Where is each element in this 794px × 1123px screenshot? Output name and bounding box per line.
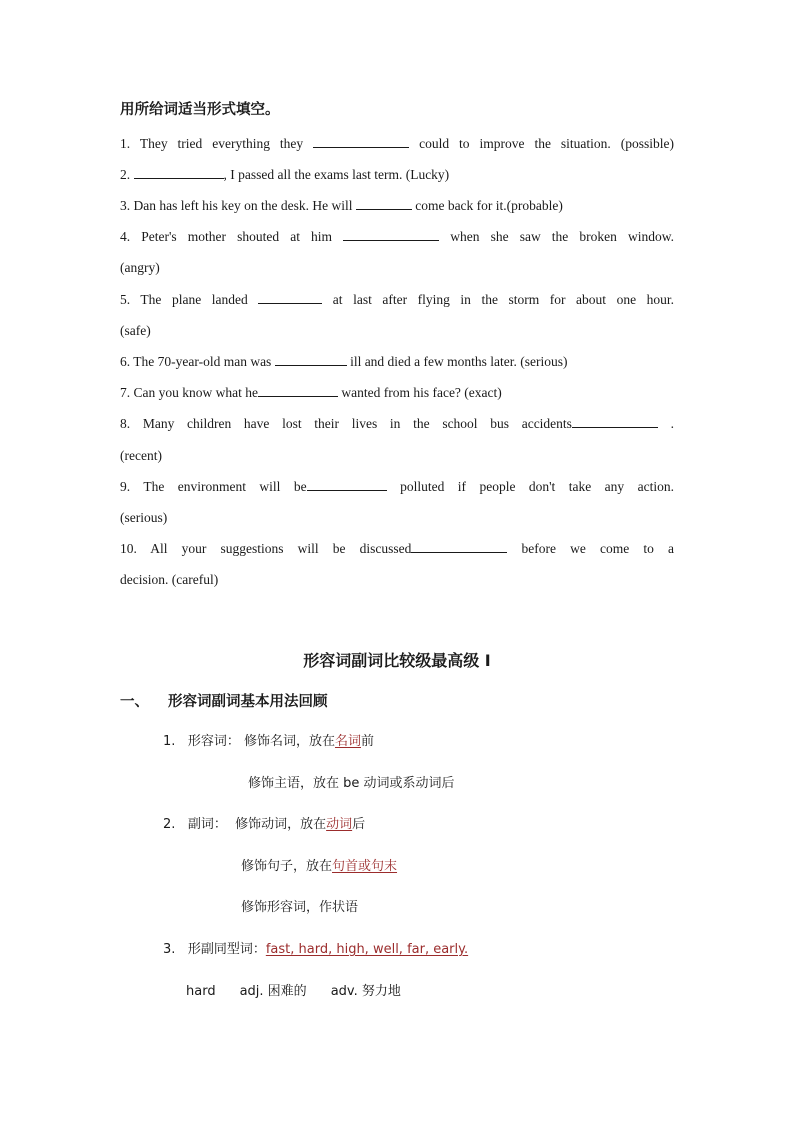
outline-item-2 — [163, 815, 365, 835]
question-6-text-end: ill and died a few months later. (serious) — [346, 354, 568, 369]
question-8-continued: (recent) — [120, 448, 162, 463]
answer-blank-9[interactable] — [307, 477, 387, 491]
item-3-label: 形副同型词： — [187, 942, 266, 957]
answer-blank-10[interactable] — [411, 539, 507, 553]
item-3-number: 3. — [163, 942, 176, 957]
answer-blank-1[interactable] — [313, 134, 409, 148]
example-line — [186, 982, 401, 1002]
question-10 — [120, 539, 674, 559]
item-2-rule-b — [241, 857, 397, 877]
item-2-highlight-b: 句首或句末 — [332, 859, 398, 874]
example-adj: adj. 困难的 — [239, 984, 307, 999]
section-number: 一、 — [120, 694, 149, 710]
question-10-continued: decision. (careful) — [120, 572, 219, 587]
question-8 — [120, 414, 674, 434]
outline-item-3 — [163, 940, 468, 960]
question-8-text: 8. Many children have lost their lives in the school bus accidents — [120, 416, 572, 431]
question-4-text: 4. Peter's mother shouted at him — [120, 229, 344, 244]
item-1-highlight: 名词 — [334, 734, 361, 749]
question-7-text-end: wanted from his face? (exact) — [337, 385, 502, 400]
question-10-text-end: before we come to a — [507, 541, 674, 556]
section-heading — [120, 690, 328, 711]
item-1-rule-a: 修饰名词，放在 — [243, 734, 335, 749]
question-10-text: 10. All your suggestions will be discussed — [120, 541, 412, 556]
question-3-text: 3. Dan has left his key on the desk. He will — [120, 198, 356, 213]
question-2-text: 2. — [120, 167, 134, 182]
outline-item-1 — [163, 732, 374, 752]
item-1-label: 形容词： — [187, 734, 240, 749]
question-5 — [120, 290, 674, 310]
item-2-rule-b-text: 修饰句子，放在 — [241, 859, 333, 874]
question-4-text-end: when she saw the broken window. — [439, 229, 674, 244]
question-6-text: 6. The 70-year-old man was — [120, 354, 275, 369]
question-2-text-end: , I passed all the exams last term. (Lucky) — [223, 167, 450, 182]
question-1-text: 1. They tried everything they — [120, 136, 314, 151]
question-2 — [120, 165, 674, 185]
section-title: 形容词副词基本用法回顾 — [168, 694, 328, 710]
question-4 — [120, 227, 674, 247]
answer-blank-2[interactable] — [134, 165, 224, 179]
question-5-text: 5. The plane landed — [120, 292, 259, 307]
item-3-words: fast, hard, high, well, far, early. — [265, 942, 469, 957]
lesson-title: 形容词副词比较级最高级 Ⅰ — [303, 651, 491, 670]
question-5-text-end: at last after flying in the storm for about one hour. — [322, 292, 674, 307]
item-2-label: 副词： — [187, 817, 227, 832]
example-word: hard — [186, 984, 216, 999]
answer-blank-8[interactable] — [572, 414, 658, 428]
question-5-continued: (safe) — [120, 323, 151, 338]
example-adv: adv. 努力地 — [330, 984, 401, 999]
question-9-text-end: polluted if people don't take any action. — [386, 479, 674, 494]
answer-blank-3[interactable] — [356, 196, 412, 210]
question-6 — [120, 352, 674, 372]
question-9 — [120, 477, 674, 497]
exercise-instruction: 用所给词适当形式填空。 — [120, 102, 280, 118]
answer-blank-5[interactable] — [258, 290, 322, 304]
question-7-text: 7. Can you know what he — [120, 385, 258, 400]
item-2-rule-c: 修饰形容词，作状语 — [241, 900, 359, 915]
question-9-text: 9. The environment will be — [120, 479, 307, 494]
answer-blank-6[interactable] — [275, 352, 347, 366]
question-3 — [120, 196, 674, 216]
item-1-number: 1. — [163, 734, 176, 749]
item-2-highlight-a: 动词 — [326, 817, 353, 832]
question-8-text-end: . — [657, 416, 675, 431]
answer-blank-4[interactable] — [343, 227, 439, 241]
question-1 — [120, 134, 674, 154]
item-1-rule-a-end: 前 — [361, 734, 375, 749]
item-1-rule-b: 修饰主语，放在 be 动词或系动词后 — [248, 776, 455, 791]
item-2-number: 2. — [163, 817, 176, 832]
question-4-continued: (angry) — [120, 260, 160, 275]
answer-blank-7[interactable] — [258, 383, 338, 397]
item-2-rule-a: 修饰动词，放在 — [235, 817, 327, 832]
question-7 — [120, 383, 674, 403]
item-2-rule-a-end: 后 — [352, 817, 366, 832]
question-9-continued: (serious) — [120, 510, 168, 525]
question-1-text-end: could to improve the situation. (possible) — [409, 136, 674, 151]
question-3-text-end: come back for it.(probable) — [411, 198, 563, 213]
